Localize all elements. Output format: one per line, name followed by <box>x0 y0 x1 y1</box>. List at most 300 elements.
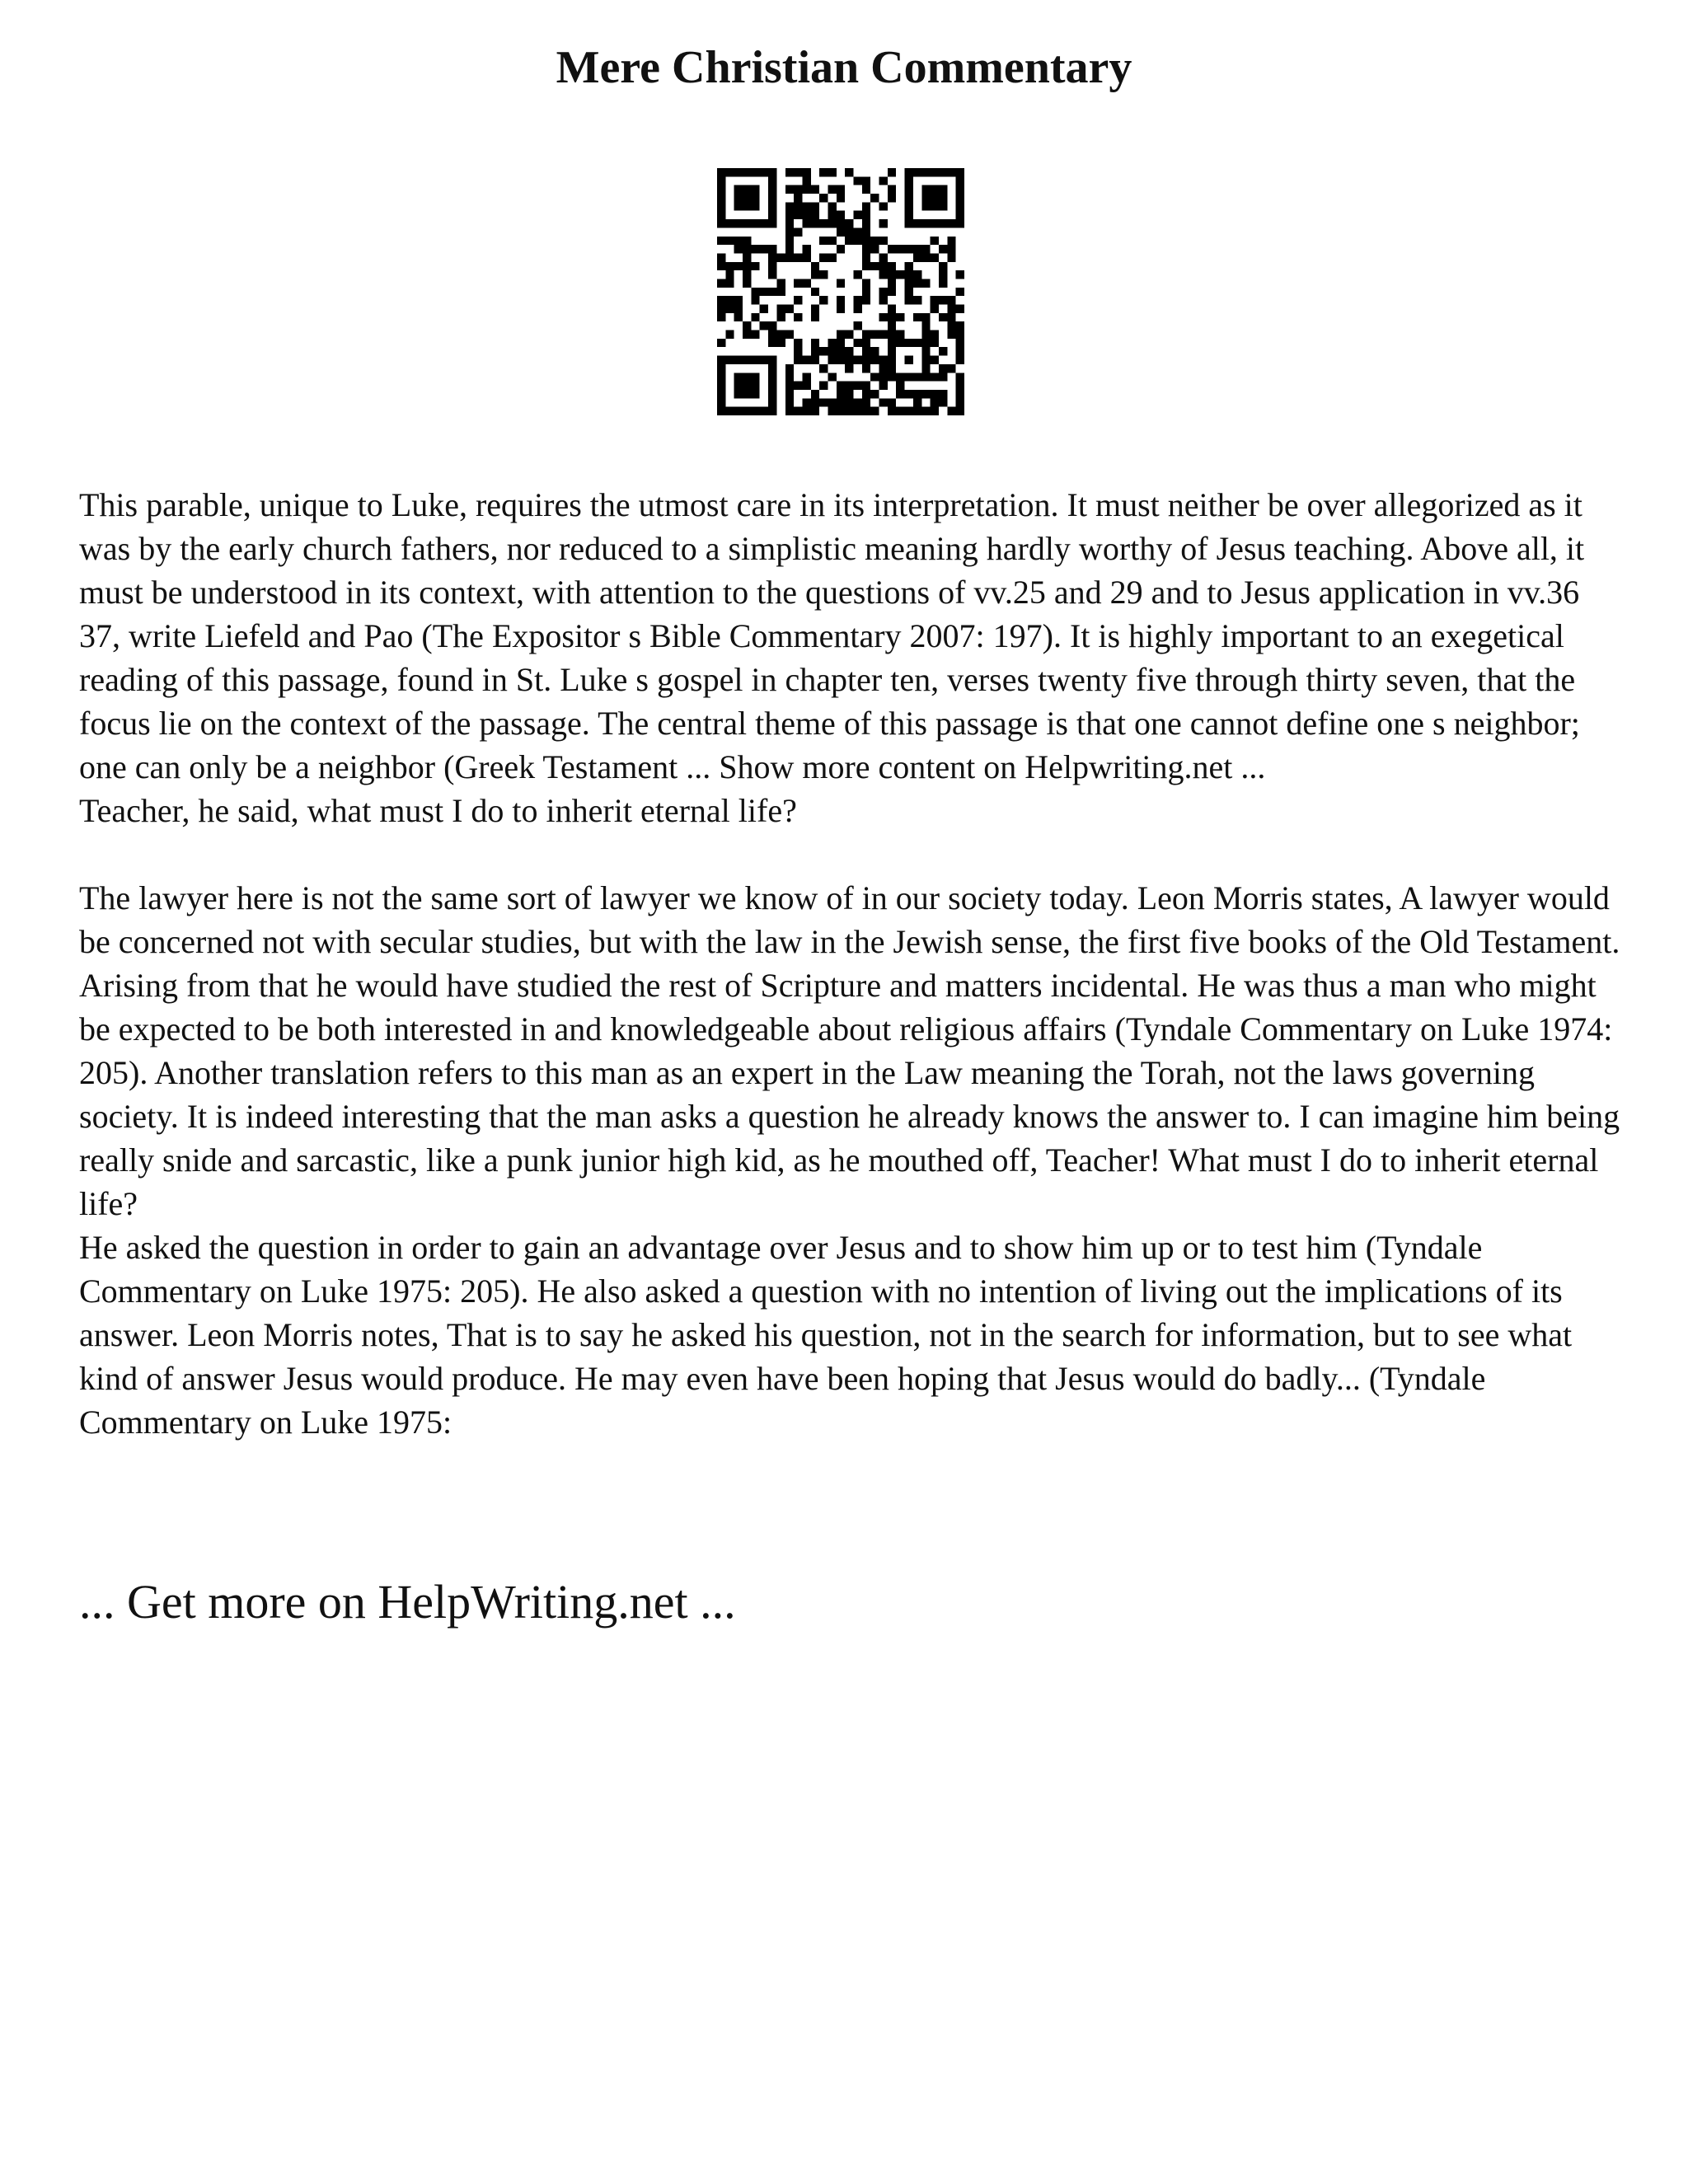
qr-module <box>837 390 845 398</box>
qr-module <box>879 356 888 364</box>
qr-module <box>905 356 913 364</box>
qr-module <box>811 305 819 313</box>
qr-module <box>819 237 828 245</box>
qr-module <box>837 356 845 364</box>
qr-module <box>888 356 896 364</box>
qr-module <box>956 176 964 185</box>
qr-module <box>760 321 768 330</box>
qr-module <box>862 339 870 347</box>
qr-module <box>794 211 802 219</box>
qr-module <box>947 321 955 330</box>
qr-module <box>905 168 913 176</box>
qr-module <box>811 270 819 279</box>
qr-module <box>921 407 930 415</box>
qr-module <box>888 270 896 279</box>
qr-module <box>794 227 802 236</box>
qr-module <box>931 339 939 347</box>
qr-module <box>870 356 879 364</box>
qr-module <box>717 356 725 364</box>
qr-module <box>870 245 879 253</box>
qr-module <box>921 330 930 339</box>
qr-module <box>802 202 810 210</box>
qr-module <box>751 330 759 339</box>
qr-module <box>862 245 870 253</box>
qr-module <box>734 194 743 202</box>
qr-module <box>811 288 819 296</box>
qr-module <box>956 202 964 210</box>
qr-module <box>717 168 725 176</box>
qr-module <box>743 382 751 390</box>
qr-module <box>870 237 879 245</box>
qr-module <box>743 219 751 227</box>
qr-module <box>743 321 751 330</box>
qr-module <box>862 219 870 227</box>
qr-module <box>939 270 947 279</box>
qr-module <box>931 305 939 313</box>
qr-module <box>811 398 819 406</box>
qr-module <box>879 237 888 245</box>
qr-module <box>837 245 845 253</box>
qr-module <box>870 347 879 355</box>
qr-module <box>947 253 955 261</box>
qr-module <box>921 356 930 364</box>
qr-module <box>879 364 888 373</box>
qr-module <box>828 237 836 245</box>
qr-module <box>837 398 845 406</box>
qr-code-icon <box>717 168 964 415</box>
qr-module <box>794 382 802 390</box>
qr-module <box>785 185 794 194</box>
qr-module <box>794 194 802 202</box>
qr-module <box>811 185 819 194</box>
qr-module <box>717 194 725 202</box>
qr-module <box>931 398 939 406</box>
qr-module <box>802 382 810 390</box>
qr-module <box>828 373 836 381</box>
qr-module <box>888 313 896 321</box>
qr-module <box>921 202 930 210</box>
qr-module <box>896 373 904 381</box>
qr-module <box>802 245 810 253</box>
qr-module <box>734 245 743 253</box>
qr-module <box>819 194 828 202</box>
qr-module <box>768 382 776 390</box>
qr-module <box>785 168 794 176</box>
qr-module <box>921 253 930 261</box>
qr-module <box>854 211 862 219</box>
qr-module <box>802 185 810 194</box>
qr-module <box>870 194 879 202</box>
qr-module <box>734 185 743 194</box>
qr-module <box>862 176 870 185</box>
qr-module <box>879 296 888 304</box>
qr-module <box>956 185 964 194</box>
qr-module <box>734 296 743 304</box>
qr-module <box>819 296 828 304</box>
qr-module <box>956 398 964 406</box>
qr-module <box>717 185 725 194</box>
qr-module <box>870 390 879 398</box>
qr-module <box>725 407 734 415</box>
qr-module <box>785 373 794 381</box>
qr-module <box>725 270 734 279</box>
qr-module <box>837 211 845 219</box>
qr-module <box>905 279 913 287</box>
qr-module <box>828 219 836 227</box>
qr-module <box>845 382 853 390</box>
qr-module <box>743 253 751 261</box>
qr-module <box>913 407 921 415</box>
qr-module <box>776 253 785 261</box>
qr-module <box>888 194 896 202</box>
qr-module <box>785 330 794 339</box>
qr-module <box>751 373 759 381</box>
qr-module <box>845 168 853 176</box>
paragraph-quote: Teacher, he said, what must I do to inherit eternal life? <box>79 792 797 829</box>
qr-module <box>837 219 845 227</box>
qr-module <box>768 253 776 261</box>
qr-module <box>862 202 870 210</box>
qr-module <box>888 407 896 415</box>
qr-module <box>921 185 930 194</box>
qr-module <box>862 227 870 236</box>
qr-module <box>717 305 725 313</box>
qr-module <box>717 279 725 287</box>
qr-module <box>879 373 888 381</box>
qr-module <box>956 270 964 279</box>
qr-module <box>879 262 888 270</box>
page-title: Mere Christian Commentary <box>556 42 1132 93</box>
get-more-link[interactable]: ... Get more on HelpWriting.net ... <box>79 1575 736 1629</box>
qr-module <box>931 237 939 245</box>
qr-module <box>768 219 776 227</box>
qr-module <box>854 237 862 245</box>
qr-module <box>931 390 939 398</box>
qr-module <box>725 168 734 176</box>
qr-module <box>811 407 819 415</box>
qr-module <box>905 288 913 296</box>
qr-module <box>760 356 768 364</box>
qr-module <box>717 390 725 398</box>
qr-module <box>768 339 776 347</box>
qr-module <box>794 313 802 321</box>
qr-module <box>743 279 751 287</box>
qr-module <box>751 356 759 364</box>
qr-module <box>888 347 896 355</box>
qr-module <box>905 373 913 381</box>
qr-module <box>794 347 802 355</box>
qr-module <box>811 219 819 227</box>
qr-module <box>956 407 964 415</box>
qr-module <box>913 168 921 176</box>
qr-module <box>854 305 862 313</box>
qr-module <box>828 407 836 415</box>
qr-module <box>913 390 921 398</box>
qr-module <box>717 202 725 210</box>
qr-module <box>751 219 759 227</box>
qr-module <box>913 245 921 253</box>
qr-module <box>802 356 810 364</box>
qr-module <box>888 288 896 296</box>
qr-module <box>743 245 751 253</box>
qr-module <box>837 296 845 304</box>
qr-module <box>768 211 776 219</box>
qr-module <box>862 253 870 261</box>
qr-module <box>751 185 759 194</box>
qr-module <box>947 219 955 227</box>
qr-module <box>862 407 870 415</box>
qr-module <box>913 296 921 304</box>
qr-module <box>768 176 776 185</box>
qr-module <box>888 339 896 347</box>
qr-module <box>913 313 921 321</box>
qr-module <box>811 262 819 270</box>
qr-module <box>717 407 725 415</box>
qr-module <box>794 407 802 415</box>
qr-module <box>785 398 794 406</box>
qr-module <box>751 168 759 176</box>
qr-module <box>862 398 870 406</box>
qr-module <box>785 364 794 373</box>
qr-module <box>828 398 836 406</box>
qr-module <box>760 168 768 176</box>
qr-module <box>828 347 836 355</box>
qr-module <box>905 339 913 347</box>
qr-module <box>939 347 947 355</box>
qr-module <box>776 305 785 313</box>
qr-module <box>947 305 955 313</box>
qr-module <box>896 382 904 390</box>
qr-module <box>725 305 734 313</box>
qr-module <box>794 279 802 287</box>
qr-module <box>896 245 904 253</box>
qr-module <box>845 227 853 236</box>
qr-module <box>862 237 870 245</box>
qr-module <box>939 202 947 210</box>
qr-module <box>862 185 870 194</box>
qr-module <box>956 373 964 381</box>
qr-module <box>845 237 853 245</box>
qr-module <box>768 330 776 339</box>
qr-module <box>931 330 939 339</box>
qr-module <box>862 279 870 287</box>
qr-module <box>939 313 947 321</box>
qr-module <box>802 253 810 261</box>
qr-module <box>845 364 853 373</box>
qr-module <box>921 321 930 330</box>
qr-module <box>939 279 947 287</box>
qr-module <box>896 313 904 321</box>
qr-module <box>862 288 870 296</box>
qr-module <box>913 279 921 287</box>
qr-module <box>734 237 743 245</box>
qr-module <box>931 168 939 176</box>
qr-module <box>905 270 913 279</box>
qr-module <box>921 168 930 176</box>
qr-module <box>931 407 939 415</box>
qr-module <box>905 407 913 415</box>
qr-module <box>947 296 955 304</box>
qr-module <box>921 313 930 321</box>
qr-module <box>811 202 819 210</box>
qr-module <box>743 202 751 210</box>
qr-module <box>794 253 802 261</box>
qr-module <box>734 313 743 321</box>
qr-module <box>931 194 939 202</box>
qr-module <box>913 398 921 406</box>
qr-module <box>879 330 888 339</box>
qr-module <box>734 219 743 227</box>
qr-module <box>939 296 947 304</box>
qr-module <box>905 219 913 227</box>
qr-module <box>717 373 725 381</box>
qr-module <box>947 168 955 176</box>
qr-module <box>854 339 862 347</box>
qr-module <box>802 219 810 227</box>
qr-module <box>939 219 947 227</box>
qr-module <box>760 305 768 313</box>
qr-module <box>751 390 759 398</box>
qr-module <box>956 219 964 227</box>
qr-module <box>947 407 955 415</box>
qr-module <box>879 202 888 210</box>
qr-module <box>947 245 955 253</box>
qr-module <box>734 168 743 176</box>
qr-module <box>785 407 794 415</box>
qr-module <box>717 313 725 321</box>
paragraph-intro: This parable, unique to Luke, requires the utmost care in its interpretation. It must neither be over allegorized as it was by the early church fathers, nor reduced to a simplistic meaning hardly worthy of Jesus teaching. Above all, it must be understood in its context, with attention to the questions of vv.25 and 29 and to Jesus application in vv.36 37, write Liefeld and Pao (The Expositor s Bible Commentary 2007: 197). It is highly important to an exegetical reading of this passage, found in St. Luke s gospel in chapter ten, verses twenty five through thirty seven, that the focus lie on the context of the passage. The central theme of this passage is that one cannot define one s neighbor; one can only be a neighbor (Greek Testament ... Show more content on Helpwriting.net ... <box>79 486 1585 785</box>
qr-module <box>734 407 743 415</box>
qr-module <box>785 237 794 245</box>
qr-module <box>776 288 785 296</box>
qr-module <box>854 382 862 390</box>
qr-module <box>768 364 776 373</box>
qr-module <box>768 202 776 210</box>
qr-module <box>879 382 888 390</box>
qr-module <box>717 211 725 219</box>
qr-module <box>776 279 785 287</box>
qr-module <box>854 296 862 304</box>
qr-module <box>921 390 930 398</box>
qr-module <box>837 305 845 313</box>
qr-module <box>854 227 862 236</box>
paragraph-gap <box>79 832 1629 876</box>
paragraph-lawyer: The lawyer here is not the same sort of lawyer we know of in our society today. Leon Morris states, A lawyer would be concerned not with secular studies, but with the law in the Jewish sense, the first five books of the Old Testament. Arising from that he would have studied the rest of Scripture and matters incidental. He was thus a man who might be expected to be both interested in and knowledgeable about religious affairs (Tyndale Commentary on Luke 1974: 205). Another translation refers to this man as an expert in the Law meaning the Torah, not the laws governing society. It is indeed interesting that the man asks a question he already knows the answer to. I can imagine him being really snide and sarcastic, like a punk junior high kid, as he mouthed off, Teacher! What must I do to inherit eternal life? <box>79 879 1620 1222</box>
qr-module <box>794 356 802 364</box>
qr-module <box>743 270 751 279</box>
qr-module <box>837 330 845 339</box>
qr-module <box>717 296 725 304</box>
qr-module <box>862 364 870 373</box>
qr-module <box>760 219 768 227</box>
qr-module <box>811 211 819 219</box>
qr-module <box>845 347 853 355</box>
qr-module <box>939 398 947 406</box>
qr-module <box>854 176 862 185</box>
qr-module <box>751 288 759 296</box>
article-body <box>79 483 1629 1444</box>
qr-module <box>768 262 776 270</box>
qr-module <box>760 407 768 415</box>
qr-module <box>819 253 828 261</box>
qr-module <box>751 382 759 390</box>
qr-module <box>905 262 913 270</box>
qr-module <box>743 330 751 339</box>
qr-module <box>854 270 862 279</box>
qr-module <box>905 202 913 210</box>
qr-module <box>956 288 964 296</box>
qr-module <box>837 279 845 287</box>
qr-module <box>819 270 828 279</box>
qr-module <box>725 237 734 245</box>
qr-module <box>896 407 904 415</box>
qr-module <box>734 305 743 313</box>
qr-module <box>888 398 896 406</box>
qr-module <box>802 398 810 406</box>
qr-module <box>879 270 888 279</box>
qr-module <box>862 390 870 398</box>
qr-module <box>921 219 930 227</box>
qr-module <box>956 305 964 313</box>
qr-module <box>785 253 794 261</box>
qr-module <box>888 185 896 194</box>
qr-module <box>819 398 828 406</box>
qr-module <box>768 407 776 415</box>
qr-module <box>751 262 759 270</box>
qr-module <box>947 364 955 373</box>
qr-module <box>837 185 845 194</box>
qr-module <box>870 373 879 381</box>
qr-module <box>717 382 725 390</box>
qr-module <box>947 313 955 321</box>
qr-module <box>905 185 913 194</box>
qr-module <box>776 330 785 339</box>
qr-module <box>896 270 904 279</box>
qr-module <box>862 262 870 270</box>
qr-module <box>802 211 810 219</box>
qr-module <box>811 390 819 398</box>
qr-module <box>905 176 913 185</box>
qr-module <box>870 262 879 270</box>
qr-module <box>921 364 930 373</box>
qr-module <box>751 194 759 202</box>
qr-module <box>811 356 819 364</box>
qr-module <box>743 356 751 364</box>
qr-module <box>734 382 743 390</box>
qr-module <box>939 262 947 270</box>
qr-module <box>845 398 853 406</box>
qr-module <box>956 356 964 364</box>
qr-module <box>879 288 888 296</box>
qr-module <box>751 202 759 210</box>
qr-module <box>905 194 913 202</box>
qr-module <box>956 211 964 219</box>
qr-module <box>768 288 776 296</box>
qr-module <box>717 237 725 245</box>
qr-module <box>939 245 947 253</box>
qr-module <box>785 219 794 227</box>
qr-module <box>931 185 939 194</box>
qr-module <box>725 330 734 339</box>
qr-module <box>802 168 810 176</box>
qr-module <box>743 168 751 176</box>
qr-module <box>785 211 794 219</box>
qr-module <box>751 407 759 415</box>
qr-module <box>939 373 947 381</box>
qr-module <box>811 313 819 321</box>
qr-module <box>956 194 964 202</box>
qr-module <box>717 364 725 373</box>
